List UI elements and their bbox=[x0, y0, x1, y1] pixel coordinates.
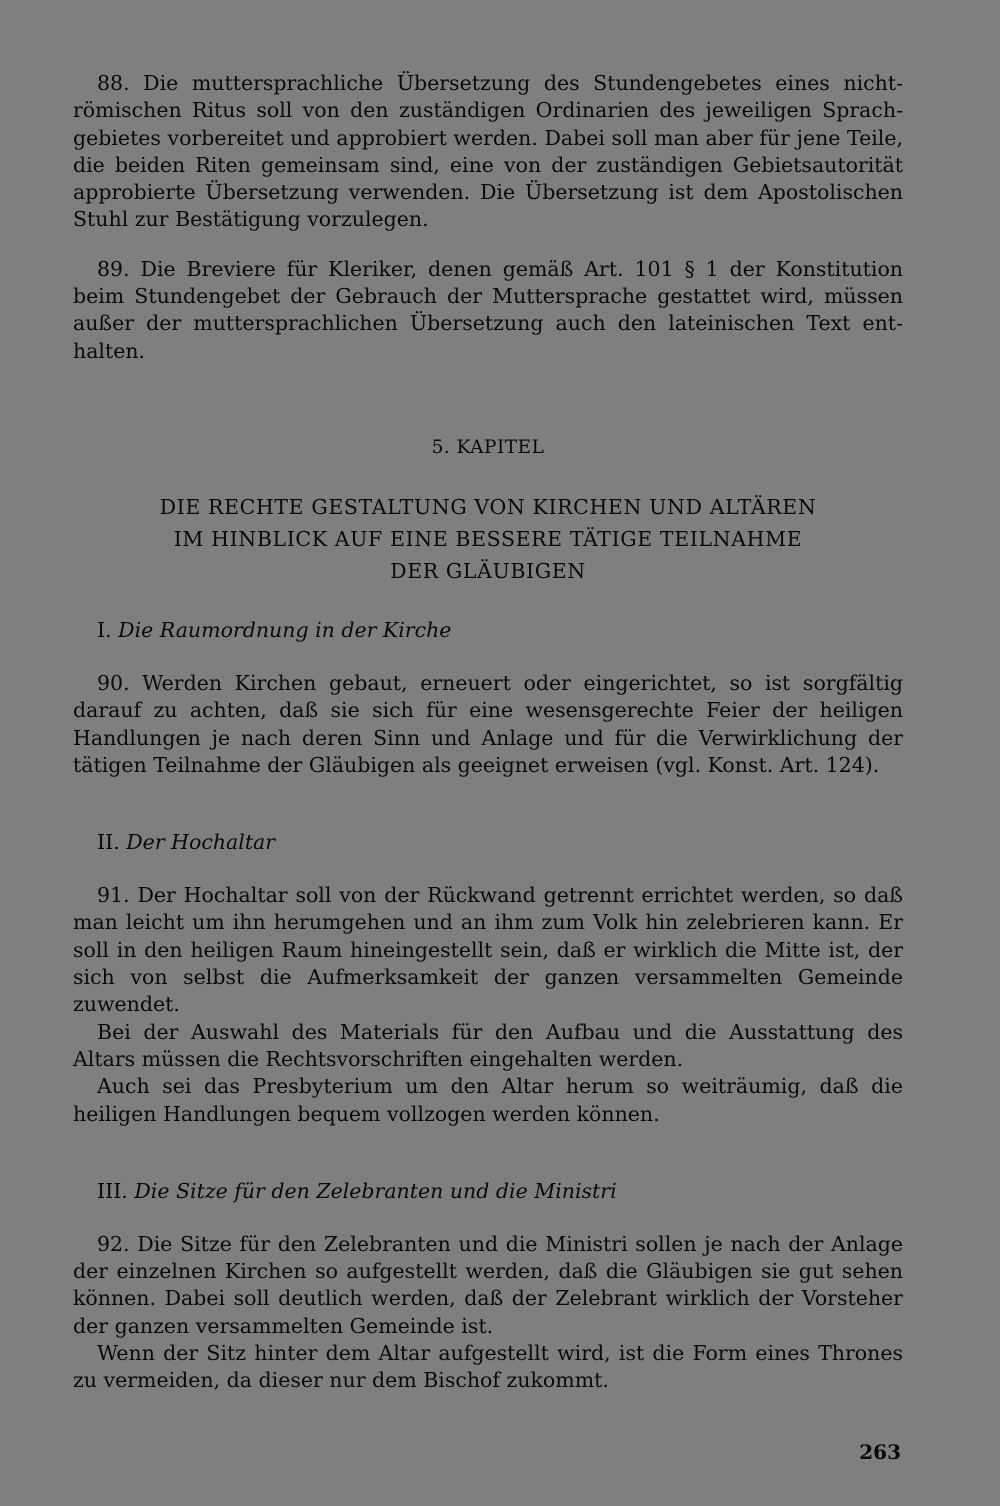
paragraph-91-continued: Bei der Auswahl des Materials für den Aufbau und die Ausstattung des Altars müssen die Rechtsvorschriften eingehalten werden. bbox=[73, 1019, 903, 1071]
chapter-title-line-3: DER GLÄUBIGEN bbox=[390, 558, 586, 583]
paragraph-88: 88. Die muttersprachliche Übersetzung des Stundengebetes eines nichtrömischen Ritus soll von den zuständigen Ordinarien des jeweiligen Sprachgebietes vorbereitet und approbiert werden. Dabei soll man aber für jene Teile, die beiden Riten gemeinsam sind, eine von der zuständigen Gebietsautorität approbierte Übersetzung verwenden. Die Übersetzung ist dem Apostolischen Stuhl zur Bestätigung vorzulegen. bbox=[73, 71, 903, 232]
chapter-title-line-2: IM HINBLICK AUF EINE BESSERE TÄTIGE TEILNAHME bbox=[173, 526, 803, 551]
chapter-title-line-1: DIE RECHTE GESTALTUNG VON KIRCHEN UND ALTÄREN bbox=[159, 494, 817, 519]
chapter-label: 5. KAPITEL bbox=[431, 436, 545, 458]
page-body bbox=[73, 70, 903, 1395]
section-heading-2 bbox=[73, 829, 903, 856]
paragraph-92: 92. Die Sitze für den Zelebranten und die Ministri sollen je nach der Anlage der einzelnen Kirchen so aufgestellt werden, daß die Gläubigen sie gut sehen können. Dabei soll deutlich werden, daß der Zelebrant wirklich der Vorsteher der ganzen versammelten Gemeinde ist. bbox=[73, 1231, 903, 1338]
section-heading-3 bbox=[73, 1178, 903, 1205]
section-number: III. bbox=[97, 1178, 128, 1203]
section-number: II. bbox=[97, 830, 120, 855]
section-title: Die Sitze für den Zelebranten und die Ministri bbox=[134, 1178, 617, 1203]
section-title: Der Hochaltar bbox=[126, 830, 276, 855]
paragraph-89: 89. Die Breviere für Kleriker, denen gemäß Art. 101 § 1 der Konstitution beim Stundengebet der Gebrauch der Muttersprache gestattet wird, müssen außer der muttersprachlichen Übersetzung auch den lateinischen Text enthalten. bbox=[73, 256, 903, 363]
paragraph-92-continued: Wenn der Sitz hinter dem Altar aufgestellt wird, ist die Form eines Thrones zu vermeiden, da dieser nur dem Bischof zukommt. bbox=[73, 1341, 903, 1393]
paragraph-90: 90. Werden Kirchen gebaut, erneuert oder eingerichtet, so ist sorgfältig darauf zu achten, daß sie sich für eine wesensgerechte Feier der heiligen Handlungen je nach deren Sinn und Anlage und für die Verwirklichung der tätigen Teilnahme der Gläubigen als geeignet erweisen (vgl. Konst. Art. 124). bbox=[73, 670, 903, 777]
paragraph-91: 91. Der Hochaltar soll von der Rückwand getrennt errichtet werden, so daß man leicht um ihn herumgehen und an ihm zum Volk hin zelebrieren kann. Er soll in den heiligen Raum hineingestellt sein, daß er wirklich die Mitte ist, der sich von selbst die Aufmerksamkeit der ganzen versammelten Gemeinde zuwendet. bbox=[73, 883, 903, 1017]
section-title: Die Raumordnung in der Kirche bbox=[118, 617, 452, 642]
section-heading-1 bbox=[73, 617, 903, 644]
paragraph-91-continued: Auch sei das Presbyterium um den Altar herum so weiträumig, daß die heiligen Handlungen bequem vollzogen werden können. bbox=[73, 1074, 903, 1126]
section-number: I. bbox=[97, 617, 112, 642]
chapter-title bbox=[73, 491, 903, 587]
page-number: 263 bbox=[859, 1440, 901, 1464]
